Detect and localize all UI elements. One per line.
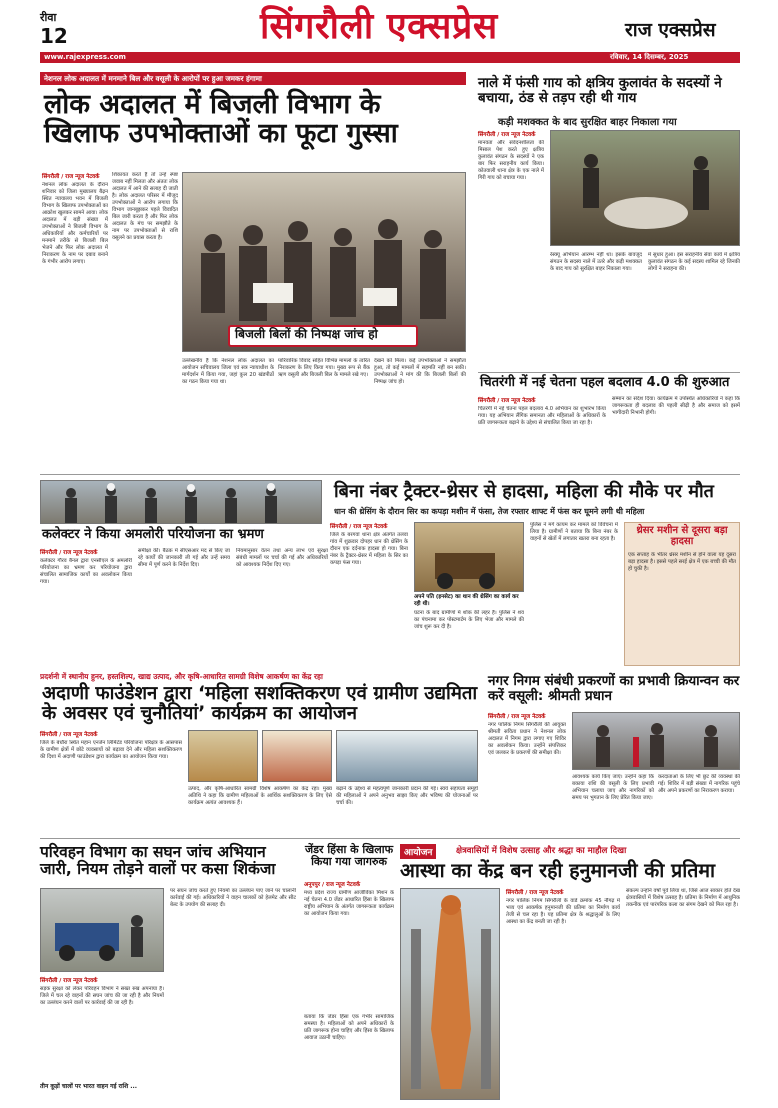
headline: जेंडर हिंसा के खिलाफ किया गया जागरुक — [304, 843, 394, 868]
cow-rescue-photo — [550, 130, 740, 246]
hanuman-statue-photo — [400, 888, 500, 1100]
body-text: पर सघन जांच करते हुए नियमों का उल्लंघन पाए जाने पर चालानी कार्रवाई की गई। अधिकारियों ने वाहन चालकों को हेलमेट और सीट बेल्ट के उपयोग की सलाह दी। — [170, 888, 296, 908]
collector-visit-photo — [40, 480, 322, 524]
dateline: सिंगरौली / राज न्यूज नेटवर्क — [42, 174, 100, 180]
body-text: पुलिस ने मर्ग कायम कर मामले को विवेचना में लिया है। ग्रामीणों ने बताया कि बिना नंबर के वाहनों से खेतों में लगातार खतरा बना रहता है। — [530, 522, 618, 542]
exhibition-photo-3 — [336, 730, 478, 782]
body-text: में सुधार हुआ। इस सराहनीय सेवा कार्य में क्षत्रिय कुलावंत संगठन के कई सदस्य शामिल रहे जिनकी लोगों ने सराहना की। — [648, 252, 740, 272]
divider — [40, 838, 740, 839]
exhibition-photo-2 — [262, 730, 332, 782]
column-3 — [236, 548, 328, 666]
headline: नाले में फंसी गाय को क्षत्रिय कुलावंत के सदस्यों ने बचाया, ठंड से तड़प रही थी गाय — [478, 75, 722, 106]
body-text: नियमानुसार वेतन तथा अन्य लाभ एवं सुरक्षा संबंधी मामलों पर चर्चा की गई और अधिकारियों को आवश्यक निर्देश दिए गए। — [236, 548, 328, 568]
divider — [40, 474, 740, 475]
masthead-title: सिंगरौली एक्सप्रेस — [260, 6, 498, 47]
body-text: पारिवारिक विवाद सहित विभिन्न मामलों के त्वरित निराकरण के लिए किया गया। मुख्य रूप से बैंक ऋण वसूली और बिजली बिल के मामले रखे गए। — [278, 358, 370, 378]
tag-label: आयोजन — [400, 844, 436, 859]
page-number: 12 — [40, 24, 68, 48]
headline: अदाणी फाउंडेशन द्वारा ‘महिला सशक्तिकरण एवं ग्रामीण उद्यमिता के अवसर एवं चुनौतियां’ कार्यक्रम का आयोजन — [42, 683, 478, 724]
body-text-2: बताया कि जेंडर हिंसा एक गंभीर सामाजिक समस्या है। महिलाओं को अपने अधिकारों के प्रति जागरूक होना चाहिए और हिंसा के खिलाफ आवाज उठानी चाहिए। — [304, 1014, 394, 1041]
headline: बिना नंबर ट्रैक्टर-थ्रेसर से हादसा, महिला की मौके पर मौत — [334, 481, 714, 502]
headline: लोक अदालत में बिजली विभाग के खिलाफ उपभोक्ताओं का फूटा गुस्सा — [44, 89, 398, 150]
dateline: सिंगरौली / राज न्यूज नेटवर्क — [40, 550, 98, 556]
column-2 — [550, 252, 642, 366]
rescue-illustration — [551, 131, 740, 246]
column-2 — [626, 888, 740, 1100]
column-1 — [478, 396, 606, 470]
column-4 — [278, 358, 370, 468]
story-nagar-nigam — [488, 672, 740, 834]
body-text: रेस्क्यू अभियान आरम्भ नहीं था। इसके बावजूद संगठन के सदस्य नाले में उतरे और कड़ी मशक्कत के बाद गाय को सुरक्षित बाहर निकाला गया। — [550, 252, 642, 272]
body-text: चितरंगी में नई चेतना पहल बदलाव 4.0 अभियान का शुभारंभ किया गया। यह अभियान लैंगिक समानता और महिलाओं के अधिकारों के प्रति जागरूकता बढ़ाने के उद्देश्य से संचालित किया जा रहा है। — [478, 406, 606, 426]
headline: परिवहन विभाग का सघन जांच अभियान जारी, नियम तोड़ने वालों पर कसा शिकंजा — [40, 843, 276, 878]
body-text: संकल्प उन्होंने वर्षों पूर्व लिया था, जिसे आज साकार होते देख क्षेत्रवासियों में विशेष उत्साह है। प्रतिमा के निर्माण में आधुनिक तकनीक एवं पारंपरिक कला का संगम देखने को मिल रहा है। — [626, 888, 740, 908]
body-text: बढ़ाने के उद्देश्य से महत्वपूर्ण जानकारी प्रदान की गई। स्वयं सहायता समूहों की महिलाओं ने अपने अनुभव साझा किए और भविष्य की योजनाओं पर चर्चा की। — [336, 786, 478, 806]
headline: चितरंगी में नई चेतना पहल बदलाव 4.0 की शुरुआत — [480, 375, 730, 390]
body-text: नगर पालिक निगम सिंगरौली के वार्ड क्रमांक 45 नौगढ़ में भव्य एवं आकर्षक हनुमानजी की प्रतिमा का निर्माण कार्य तेजी से चल रहा है। यह प्रतिमा क्षेत्र के श्रद्धालुओं के लिए आस्था का केंद्र बनती जा रही है। — [506, 898, 620, 925]
statue-illustration — [401, 889, 500, 1100]
body-text: जिले के बंधौरा स्थित महान एनर्जेन लिमिटेड परियोजना परिक्षेत्र के आसपास के ग्रामीण क्षेत्रों में छोटे व्यवसायों को बढ़ावा देने और महिला सशक्तिकरण की दिशा में अदाणी फाउंडेशन द्वारा कार्यक्रम का आयोजन किया गया। — [40, 740, 182, 760]
column-2 — [572, 774, 654, 832]
meeting-illustration — [573, 713, 740, 770]
dateline: सिंगरौली / राज न्यूज नेटवर्क — [488, 714, 546, 720]
body-text: मध्य प्रदेश राज्य ग्रामीण आजीविका मिशन के नई चेतना 4.0 जेंडर आधारित हिंसा के खिलाफ राष्ट्रीय अभियान के अंतर्गत जागरूकता कार्यक्रम का आयोजन किया गया। — [304, 890, 394, 917]
story-chitrangi — [478, 372, 740, 472]
headline: कलेक्टर ने किया अमलोरी परियोजना का भ्रमण — [42, 527, 264, 542]
page-city: रीवा — [40, 11, 57, 24]
dateline: सिंगरौली / राज न्यूज नेटवर्क — [40, 978, 98, 984]
story-tractor-accident — [330, 478, 740, 668]
story-cow-rescue — [478, 70, 740, 370]
column-2 — [612, 396, 740, 470]
vehicle-illustration — [41, 889, 164, 972]
headline: नगर निगम संबंधी प्रकरणों का प्रभावी क्रियान्वन कर करें वसूली: श्रीमती प्रधान — [488, 673, 740, 704]
issue-date: रविवार, 14 दिसम्बर, 2025 — [610, 53, 689, 61]
photo-caption: अपने पति (इनसेट) का थान की थ्रेसिंग का कार्य कर रही थी। — [414, 594, 519, 607]
dateline: सिंगरौली / राज न्यूज नेटवर्क — [478, 398, 536, 404]
dateline: सिंगरौली / राज न्यूज नेटवर्क — [478, 132, 536, 138]
story-hanuman-statue — [400, 842, 740, 1104]
sidebar-box — [624, 522, 740, 666]
body-text: कलेक्टर गौरव बैनल द्वारा एनसीएल के अमलोरी परियोजना का भ्रमण कर परियोजना द्वारा संचालित सामाजिक कार्यों का अवलोकन किया गया। — [40, 558, 132, 585]
body-text: नगर पालिक निगम सिंगरौली की आयुक्त श्रीमती सविता प्रधान ने नेशनल लोक अदालत में निगम द्वारा लगाए गए शिविर का अवलोकन किया। उन्होंने संपत्तिकर एवं जलकर के प्रकरणों की समीक्षा की। — [488, 722, 566, 756]
dateline: सिंगरौली / राज न्यूज नेटवर्क — [506, 890, 564, 896]
column-3 — [648, 252, 740, 366]
column-3 — [658, 774, 740, 832]
column-3 — [336, 786, 478, 832]
body-text: घटना के बाद ग्रामीणों में शोक की लहर है। पुलिस ने शव का पंचनामा कर पोस्टमार्टम के लिए भेजा और मामले की जांच शुरू कर दी है। — [414, 610, 524, 630]
brand-name: राज एक्सप्रेस — [625, 19, 716, 41]
column-5 — [374, 358, 466, 468]
column-2 — [112, 172, 178, 468]
body-text: मानवता और संवेदनशीलता की मिसाल पेश करते हुए क्षत्रिय कुलावंत संगठन के सदस्यों ने एक बार फिर सराहनीय कार्य किया। कोतवाली थाना क्षेत्र के एक नाले में गिरी गाय को बचाया गया। — [478, 140, 544, 181]
body-text: सड़क सुरक्षा को लेकर परिवहन विभाग ने सख्त रुख अपनाया है। जिले में चल रहे वाहनों की सघन जांच की जा रही है और नियमों का उल्लंघन करने वालों पर कार्रवाई की जा रही है। — [40, 986, 164, 1006]
body-text: उल्लेखनीय है कि नेशनल लोक अदालत का आयोजन सचिवालय जिला एवं सत्र न्यायाधीश के मार्गदर्शन में किया गया, जहां कुल 20 खंडपीठों का गठन किया गया था। — [182, 358, 274, 385]
exhibition-photo-1 — [188, 730, 258, 782]
story-gender-awareness — [304, 842, 394, 1104]
column-2 — [138, 548, 230, 666]
photo-caption: बिजली बिलों की निष्पक्ष जांच हो — [235, 327, 378, 341]
body-text: समीक्षा की। बैठक में सीएसआर मद से किए जा रहे कार्यों की जानकारी ली गई और उन्हें समय सीमा में पूर्ण करने के निर्देश दिए। — [138, 548, 230, 568]
column-2 — [170, 888, 296, 1098]
subhead: कड़ी मशक्कत के बाद सुरक्षित बाहर निकाला गया — [498, 117, 677, 128]
accident-photo — [414, 522, 524, 592]
story-transport-drive — [40, 842, 296, 1104]
body-text: जिले के बरगवां थाना क्षेत्र अंतर्गत तलवा गांव में शुक्रवार दोपहर धान की थ्रेसिंग के दौरान एक दर्दनाक हादसा हो गया। बिना नंबर के ट्रैक्टर-थ्रेसर में महिला के सिर का कपड़ा फंस गया। — [330, 532, 408, 566]
body-text: नेशनल लोक अदालत के दौरान शनिवार को जिला मुख्यालय बैढ़न स्थित न्यायालय भवन में बिजली विभाग के खिलाफ उपभोक्ताओं का आक्रोश खुलकर सामने आया। लोक अदालत में बड़ी संख्या में उपभोक्ताओं ने बिजली विभाग के अधिकारियों और कर्मचारियों पर मनमाने तरीके से बिजली बिल भेजने और फिर लोक अदालत में निराकरण के नाम पर दबाव बनाने के गंभीर आरोप लगाए। — [42, 182, 108, 265]
story-lok-adalat — [40, 70, 466, 470]
column-1 — [478, 130, 544, 366]
column-1 — [40, 548, 132, 666]
body-text: आवश्यक कार्य किए जाएं। उन्होंने कहा कि बकाया राशि की वसूली के लिए प्रभावी अभियान चलाया जाए और नागरिकों को समय पर भुगतान के लिए प्रेरित किया जाए। — [572, 774, 654, 801]
headline: आस्था का केंद्र बन रही हनुमानजी की प्रतिमा — [400, 859, 716, 882]
kicker-text: क्षेत्रवासियों में विशेष उत्साह और श्रद्धा का माहौल दिखा — [456, 846, 627, 856]
dateline: अनूपपुर / राज न्यूज नेटवर्क — [304, 882, 361, 888]
dateline: सिंगरौली / राज न्यूज नेटवर्क — [40, 732, 98, 738]
story-amlori-visit — [40, 526, 328, 668]
box-text: एक सप्ताह के भीतर थ्रेसर मशीन से होने वाला यह दूसरा बड़ा हादसा है। इससे पहले सरई क्षेत्र में एक बच्ची की मौत हो चुकी है। — [628, 551, 736, 572]
column-2 — [188, 786, 332, 832]
subhead: धान की थ्रेसिंग के दौरान सिर का कपड़ा मशीन में फंसा, तेज रफ्तार शाफ्ट में फंस कर घूमने लगी थी महिला — [334, 507, 645, 516]
website-link[interactable]: www.rajexpress.com — [44, 53, 126, 61]
kicker-text: नेशनल लोक अदालत में मनमाने बिल और वसूली के आरोपों पर हुआ जमकर हंगामा — [44, 74, 262, 83]
body-text: शिकायत करते हैं तो उन्हें स्पष्ट जवाब नहीं मिलता और अंततः लोक अदालत में आने की सलाह दी जाती है। लोक अदालत परिसर में मौजूद उपभोक्ताओं ने आरोप लगाया कि विभाग जानबूझकर पहले विवादित बिल जारी करता है और फिर लोक अदालत के मंच पर समझौते के नाम पर उपभोक्ताओं से राशि वसूलने का प्रयास करता है। — [112, 172, 178, 241]
column-1 — [40, 730, 182, 832]
body-text: करदाताओं के लिए भी छूट की व्यवस्था की गई। शिविर में बड़ी संख्या में नागरिक पहुंचे और अपने प्रकरणों का निराकरण कराया। — [658, 774, 740, 794]
tail-subhead: तीन कूड़ों चालों पर भारत वाहन गई राशि ... — [40, 1083, 138, 1090]
box-title: थ्रेसर मशीन से दूसरा बड़ा हादसा — [636, 525, 728, 547]
column-1 — [330, 522, 408, 666]
vehicle-check-photo — [40, 888, 164, 972]
officials-illustration — [41, 481, 322, 524]
column-1 — [506, 888, 620, 1100]
body-text: सम्मान का संदेश दिया। कार्यक्रम में उपस्थित अधिकारियों ने कहा कि जागरूकता ही बदलाव की पहली सीढ़ी है और समाज को इसमें भागीदारी निभानी होगी। — [612, 396, 740, 416]
commissioner-photo — [572, 712, 740, 770]
masthead — [0, 0, 778, 70]
column-3 — [530, 522, 618, 666]
lok-adalat-photo — [182, 172, 466, 352]
kicker-text: प्रदर्शनी में स्थानीय हुनर, हस्तशिल्प, खाद्य उत्पाद, और कृषि-आधारित सामग्री विशेष आकर्षण का केंद्र रहा — [40, 672, 323, 681]
column-1 — [488, 712, 566, 832]
story-adani-foundation — [40, 672, 478, 834]
threshing-illustration — [415, 523, 524, 592]
column-1 — [42, 172, 108, 468]
divider — [478, 372, 740, 373]
body-text: देखने को मिला। कई उपभोक्ताओं ने समझौता हुआ, तो कई मामलों में सहमति नहीं बन सकी। उपभोक्ताओं ने मांग की कि बिजली बिलों की निष्पक्ष जांच हो। — [374, 358, 466, 385]
column-1 — [40, 976, 164, 1098]
body-text: उत्पाद, और कृषि-आधारित सामग्री विशेष आकर्षण का केंद्र रहा। मुख्य अतिथि ने कहा कि ग्रामीण महिलाओं के आर्थिक सशक्तिकरण के लिए ऐसे कार्यक्रम अत्यंत आवश्यक हैं। — [188, 786, 332, 806]
column-2 — [414, 610, 524, 666]
dateline: सिंगरौली / राज न्यूज नेटवर्क — [330, 524, 388, 530]
column-3 — [182, 358, 274, 468]
